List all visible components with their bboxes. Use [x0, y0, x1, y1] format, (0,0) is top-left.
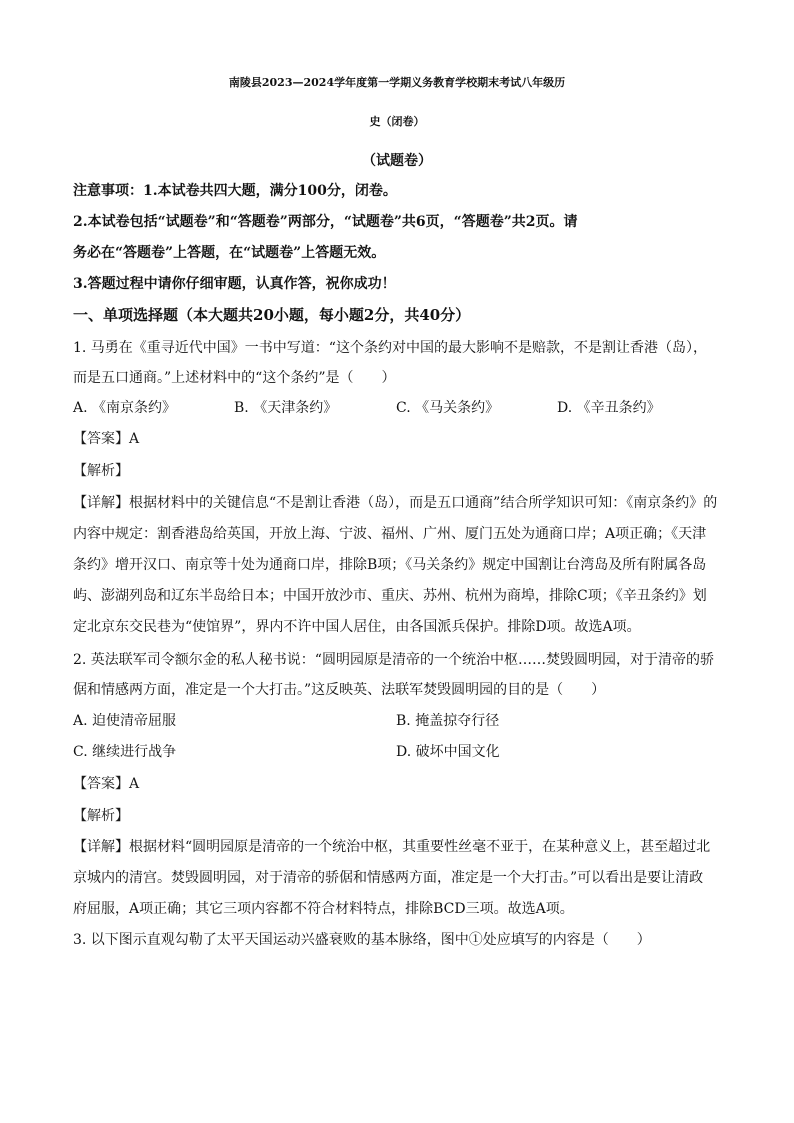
q1-detail-line-5: 定北京东交民巷为“使馆界”，界内不许中国人居住，由各国派兵保护。排除D项。故选A项。: [73, 619, 641, 635]
q2-analysis-tag: 【解析】: [73, 808, 129, 824]
exam-title-line-1: 南陵县2023—2024学年度第一学期义务教育学校期末考试八年级历: [228, 76, 566, 89]
q2-option-d: D. 破坏中国文化: [396, 744, 500, 760]
q2-stem-line-1: 2. 英法联军司令额尔金的私人秘书说：“圆明园原是清帝的一个统治中枢……焚毁圆明园，对于清帝的骄: [73, 652, 714, 668]
q1-detail-line-2: 内容中规定：割香港岛给英国，开放上海、宁波、福州、广州、厦门五处为通商口岸；A项正确；《天津: [73, 526, 707, 542]
q2-option-a: A. 迫使清帝屈服: [73, 713, 177, 729]
notes-line-2: 2.本试卷包括“试题卷”和“答题卷”两部分，“试题卷”共6页，“答题卷”共2页。请: [73, 214, 578, 230]
q1-detail-line-3: 条约》增开汉口、南京等十处为通商口岸，排除B项；《马关条约》规定中国割让台湾岛及所有附属各岛: [73, 557, 707, 573]
q2-detail-line-1: 【详解】根据材料“圆明园原是清帝的一个统治中枢，其重要性丝毫不亚于，在某种意义上，甚至超过北: [73, 839, 711, 855]
q3-stem-line-1: 3. 以下图示直观勾勒了太平天国运动兴盛衰败的基本脉络，图中①处应填写的内容是（ ）: [73, 932, 651, 948]
q1-stem-line-2: 而是五口通商。”上述材料中的“这个条约”是（ ）: [73, 370, 396, 386]
q1-option-c: C. 《马关条约》: [396, 400, 500, 416]
q1-detail-line-1: 【详解】根据材料中的关键信息“不是割让香港（岛），而是五口通商”结合所学知识可知：《南京条约》的: [73, 495, 718, 511]
exam-subtitle: （试题卷）: [362, 153, 432, 169]
notes-line-4: 3.答题过程中请你仔细审题，认真作答，祝你成功！: [73, 276, 396, 292]
q1-option-d: D. 《辛丑条约》: [557, 400, 661, 416]
notes-line-1: 注意事项：1.本试卷共四大题，满分100分，闭卷。: [73, 183, 397, 199]
exam-title-line-2: 史（闭卷）: [369, 115, 425, 128]
q2-stem-line-2: 倨和情感两方面，准定是一个大打击。”这反映英、法联军焚毁圆明园的目的是（ ）: [73, 682, 606, 698]
q2-option-b: B. 掩盖掠夺行径: [396, 713, 500, 729]
q1-stem-line-1: 1. 马勇在《重寻近代中国》一书中写道：“这个条约对中国的最大影响不是赔款，不是割让香港（岛），: [73, 340, 707, 356]
q1-answer: 【答案】A: [73, 431, 140, 447]
q2-option-c: C. 继续进行战争: [73, 744, 177, 760]
q2-detail-line-3: 府屈服，A项正确；其它三项内容都不符合材料特点，排除BCD三项。故选A项。: [73, 901, 574, 917]
notes-line-3: 务必在“答题卷”上答题，在“试题卷”上答题无效。: [73, 245, 386, 261]
q1-option-b: B. 《天津条约》: [234, 400, 338, 416]
q2-detail-line-2: 京城内的清宫。焚毁圆明园，对于清帝的骄倨和情感两方面，准定是一个大打击。”可以看出是要让清政: [73, 870, 704, 886]
q2-answer: 【答案】A: [73, 776, 140, 792]
q1-detail-line-4: 屿、澎湖列岛和辽东半岛给日本；中国开放沙市、重庆、苏州、杭州为商埠，排除C项；《辛丑条约》划: [73, 588, 707, 604]
q1-analysis-tag: 【解析】: [73, 463, 129, 479]
section-heading: 一、单项选择题（本大题共20小题，每小题2分，共40分）: [73, 306, 471, 324]
q1-option-a: A. 《南京条约》: [73, 400, 177, 416]
